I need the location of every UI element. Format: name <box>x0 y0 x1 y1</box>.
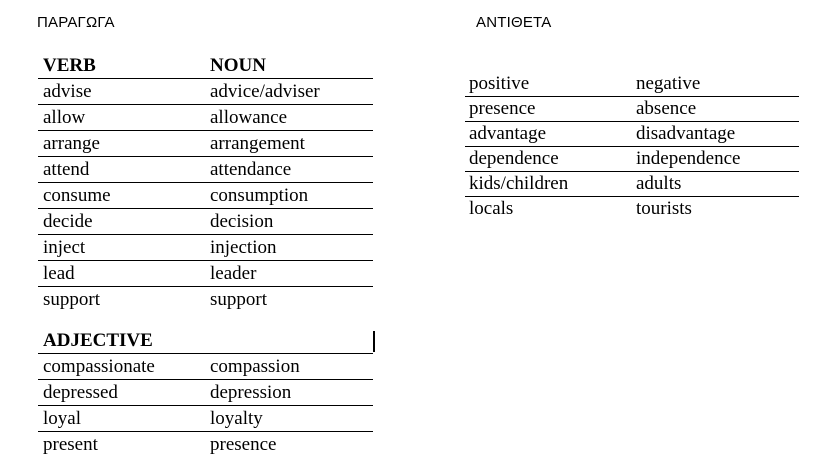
table-row <box>38 406 373 432</box>
antonym-cell: tourists <box>636 198 692 219</box>
adjective-cell: present <box>43 434 98 455</box>
table-row <box>38 157 373 183</box>
noun-cell: attendance <box>210 159 292 180</box>
noun-cell: decision <box>210 211 274 232</box>
verb-cell: arrange <box>43 133 100 154</box>
antonyms-table <box>465 72 799 221</box>
adjective-column-header: ADJECTIVE <box>43 330 153 351</box>
table-header-row <box>38 53 373 79</box>
noun-cell: presence <box>210 434 277 455</box>
word-cell: kids/children <box>469 173 569 194</box>
verb-cell: attend <box>43 159 90 180</box>
antonyms-heading: ΑΝΤΙΘΕΤΑ <box>476 14 552 31</box>
word-cell: positive <box>469 73 530 94</box>
noun-cell: arrangement <box>210 133 305 154</box>
noun-cell: leader <box>210 263 257 284</box>
word-cell: advantage <box>469 123 547 144</box>
antonym-cell: adults <box>636 173 682 194</box>
table-row <box>38 131 373 157</box>
verb-cell: advise <box>43 81 92 102</box>
adjective-cell: depressed <box>43 382 118 403</box>
verb-cell: support <box>43 289 100 310</box>
noun-cell: loyalty <box>210 408 263 429</box>
table-row <box>38 261 373 287</box>
verb-column-header: VERB <box>43 55 96 76</box>
noun-cell: advice/adviser <box>210 81 320 102</box>
derivatives-heading: ΠΑΡΑΓΩΓΑ <box>37 14 115 31</box>
noun-cell: allowance <box>210 107 288 128</box>
table-row <box>38 235 373 261</box>
noun-cell: compassion <box>210 356 300 377</box>
table-row <box>38 105 373 131</box>
table-row <box>38 183 373 209</box>
table-row <box>38 209 373 235</box>
adjective-cell: loyal <box>43 408 81 429</box>
verb-noun-table <box>38 53 373 312</box>
word-cell: dependence <box>469 148 559 169</box>
table-row <box>465 197 799 221</box>
table-row <box>465 147 799 172</box>
noun-column-header: NOUN <box>210 55 266 76</box>
noun-cell: injection <box>210 237 277 258</box>
word-cell: locals <box>469 198 514 219</box>
word-cell: presence <box>469 98 536 119</box>
noun-cell: depression <box>210 382 292 403</box>
table-row <box>38 380 373 406</box>
verb-cell: lead <box>43 263 75 284</box>
verb-cell: allow <box>43 107 86 128</box>
antonym-cell: independence <box>636 148 741 169</box>
table-row <box>465 72 799 97</box>
table-row <box>465 172 799 197</box>
verb-cell: decide <box>43 211 93 232</box>
adjective-noun-table <box>38 328 373 457</box>
table-header-row <box>38 328 373 354</box>
antonym-cell: absence <box>636 98 697 119</box>
table-row <box>38 287 373 312</box>
table-row <box>38 354 373 380</box>
noun-cell: support <box>210 289 267 310</box>
table-row <box>465 97 799 122</box>
verb-cell: consume <box>43 185 111 206</box>
verb-cell: inject <box>43 237 86 258</box>
text-cursor <box>373 331 375 352</box>
table-row <box>465 122 799 147</box>
table-row <box>38 79 373 105</box>
antonym-cell: negative <box>636 73 701 94</box>
noun-cell: consumption <box>210 185 309 206</box>
table-row <box>38 432 373 457</box>
antonym-cell: disadvantage <box>636 123 736 144</box>
adjective-cell: compassionate <box>43 356 155 377</box>
